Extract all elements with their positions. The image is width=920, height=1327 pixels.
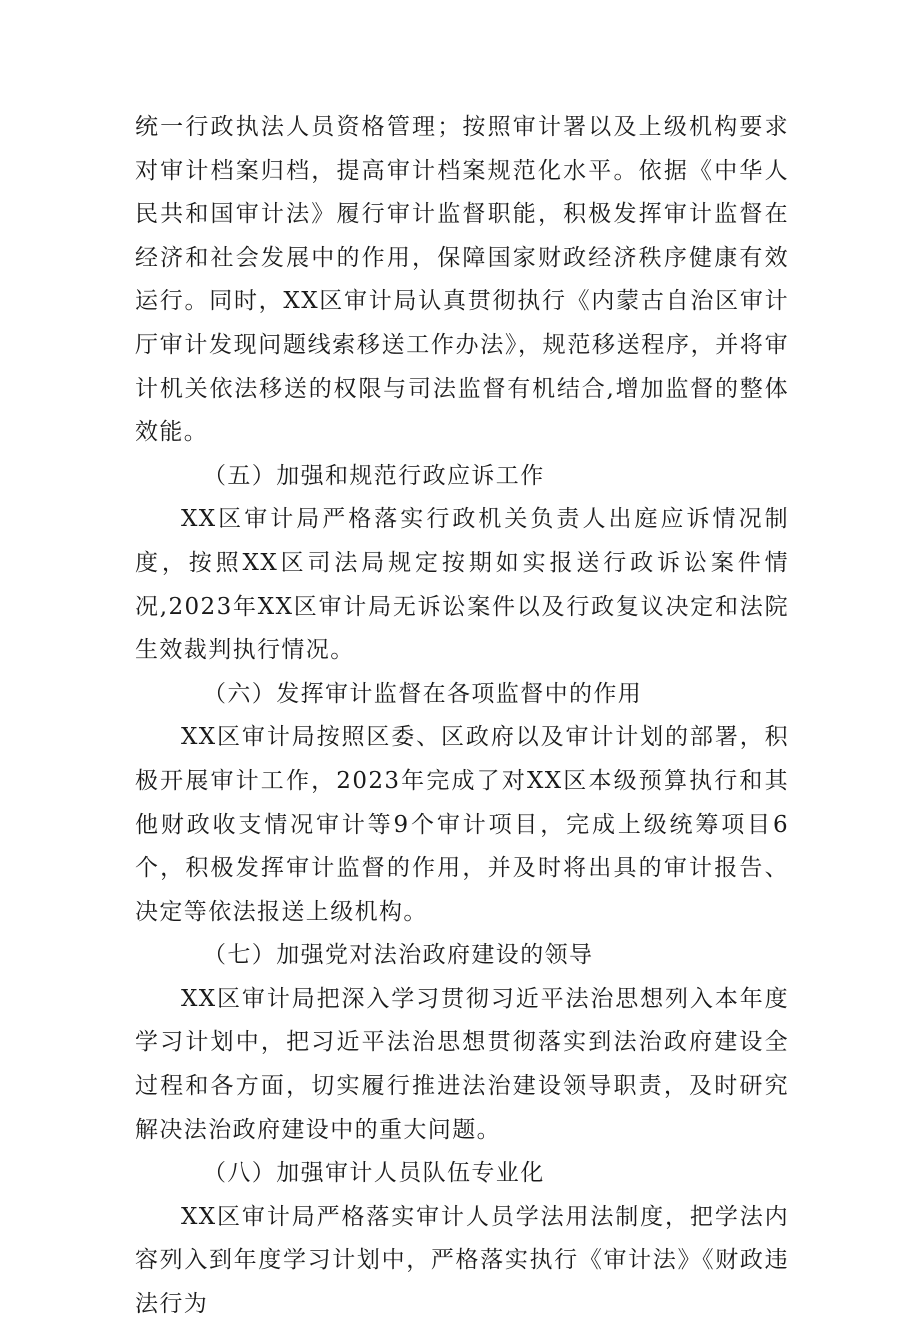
body-paragraph-2: XX区审计局严格落实行政机关负责人出庭应诉情况制度，按照XX区司法局规定按期如实报送行政诉讼案件情况,2023年XX区审计局无诉讼案件以及行政复议决定和法院生效裁判执行情况。 [135, 506, 789, 664]
section-heading-8: （八）加强审计人员队伍专业化 [203, 1160, 545, 1187]
section-heading-5: （五）加强和规范行政应诉工作 [203, 462, 545, 489]
body-paragraph-4: XX区审计局把深入学习贯彻习近平法治思想列入本年度学习计划中，把习近平法治思想贯彻落实到法治政府建设全过程和各方面，切实履行推进法治建设领导职责，及时研究解决法治政府建设中的重大问题。 [135, 985, 789, 1143]
body-paragraph-1: 统一行政执法人员资格管理；按照审计署以及上级机构要求对审计档案归档，提高审计档案规范化水平。依据《中华人民共和国审计法》履行审计监督职能，积极发挥审计监督在经济和社会发展中的作用，保障国家财政经济秩序健康有效运行。同时，XX区审计局认真贯彻执行《内蒙古自治区审计厅审计发现问题线索移送工作办法》，规范移送程序，并将审计机关依法移送的权限与司法监督有机结合,增加监督的整体效能。 [135, 114, 789, 446]
section-heading-6: （六）发挥审计监督在各项监督中的作用 [203, 680, 643, 707]
body-paragraph-3: XX区审计局按照区委、区政府以及审计计划的部署，积极开展审计工作，2023年完成了对XX区本级预算执行和其他财政收支情况审计等9个审计项目，完成上级统筹项目6个，积极发挥审计监督的作用，并及时将出具的审计报告、决定等依法报送上级机构。 [135, 724, 789, 925]
document-body [135, 106, 789, 1327]
section-heading-7: （七）加强党对法治政府建设的领导 [203, 942, 594, 969]
body-paragraph-5: XX区审计局严格落实审计人员学法用法制度，把学法内容列入到年度学习计划中，严格落实执行《审计法》《财政违法行为 [135, 1203, 789, 1318]
